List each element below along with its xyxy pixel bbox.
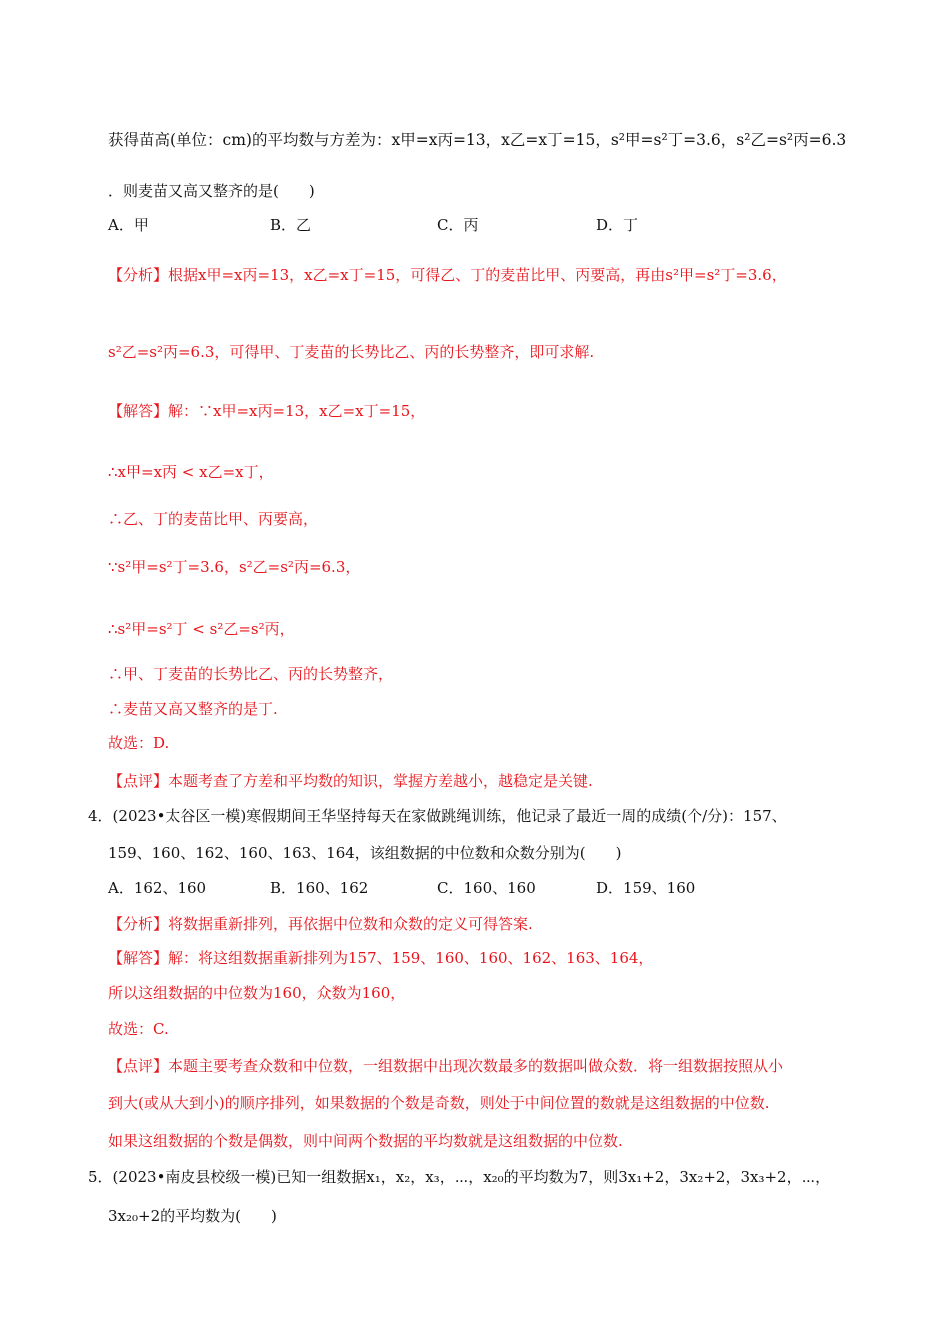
q5-stem-line1: 5．(2023•南皮县校级一模)已知一组数据x₁，x₂，x₃，⋯，x₂₀的平均数为7，则3x₁+2，3x₂+2，3x₃+2，⋯， bbox=[88, 1168, 831, 1186]
q4-comment-line1 bbox=[108, 1056, 783, 1076]
q3-analysis-line1 bbox=[108, 265, 787, 285]
q3-solution-line2: ∴x甲=x丙 < x乙=x丁， bbox=[108, 463, 274, 481]
q4-option-c: C．160、160 bbox=[437, 879, 536, 897]
q4-options bbox=[108, 878, 868, 900]
solution-tag: 【解答】 bbox=[108, 949, 169, 967]
q4-choice: 故选：C. bbox=[108, 1020, 169, 1038]
analysis-tag: 【分析】 bbox=[108, 266, 169, 284]
analysis-tag: 【分析】 bbox=[108, 915, 169, 933]
q3-stem-line2: ．则麦苗又高又整齐的是( ) bbox=[108, 182, 315, 200]
q4-analysis bbox=[108, 914, 533, 934]
q3-solution-line4: ∵s²甲=s²丁=3.6，s²乙=s²丙=6.3， bbox=[108, 558, 361, 576]
solution-text: 解：将这组数据重新排列为157、159、160、160、162、163、164， bbox=[168, 949, 654, 967]
q3-solution-line1 bbox=[108, 401, 425, 421]
q4-comment-line2: 到大(或从大到小)的顺序排列，如果数据的个数是奇数，则处于中间位置的数就是这组数据的中位数. bbox=[108, 1094, 770, 1112]
comment-tag: 【点评】 bbox=[108, 772, 169, 790]
q3-choice: 故选：D. bbox=[108, 734, 170, 752]
q3-solution-line6: ∴甲、丁麦苗的长势比乙、丙的长势整齐， bbox=[108, 665, 394, 683]
q4-option-d: D．159、160 bbox=[596, 879, 696, 897]
q3-option-b: B．乙 bbox=[270, 216, 312, 234]
q4-stem-line2: 159、160、162、160、163、164，该组数据的中位数和众数分别为( ) bbox=[108, 844, 622, 862]
q3-option-d: D．丁 bbox=[596, 216, 639, 234]
q3-analysis-line2: s²乙=s²丙=6.3，可得甲、丁麦苗的长势比乙、丙的长势整齐，即可求解. bbox=[108, 343, 595, 361]
q3-option-c: C．丙 bbox=[437, 216, 479, 234]
solution-tag: 【解答】 bbox=[108, 402, 169, 420]
comment-tag: 【点评】 bbox=[108, 1057, 169, 1075]
q3-comment bbox=[108, 771, 593, 791]
q3-stem-line1: 获得苗高(单位：cm)的平均数与方差为：x甲=x丙=13，x乙=x丁=15，s²甲=s²丁=3.6，s²乙=s²丙=6.3 bbox=[108, 131, 847, 149]
q3-solution-line7: ∴麦苗又高又整齐的是丁. bbox=[108, 700, 278, 718]
q3-solution-line5: ∴s²甲=s²丁 < s²乙=s²丙， bbox=[108, 620, 295, 638]
q5-stem-line2: 3x₂₀+2的平均数为( ) bbox=[108, 1207, 277, 1225]
analysis-text: 将数据重新排列，再依据中位数和众数的定义可得答案. bbox=[168, 915, 533, 933]
q4-stem-line1: 4．(2023•太谷区一模)寒假期间王华坚持每天在家做跳绳训练，他记录了最近一周的成绩(个/分)：157、 bbox=[88, 807, 787, 825]
q4-solution-line2: 所以这组数据的中位数为160，众数为160， bbox=[108, 984, 406, 1002]
q4-option-a: A．162、160 bbox=[108, 879, 207, 897]
q4-solution-line1 bbox=[108, 948, 653, 968]
solution-text: 解：∵x甲=x丙=13，x乙=x丁=15， bbox=[168, 402, 426, 420]
comment-text: 本题考查了方差和平均数的知识，掌握方差越小，越稳定是关键. bbox=[168, 772, 593, 790]
q4-option-b: B．160、162 bbox=[270, 879, 369, 897]
q3-solution-line3: ∴乙、丁的麦苗比甲、丙要高， bbox=[108, 510, 319, 528]
analysis-text: 根据x甲=x丙=13，x乙=x丁=15，可得乙、丁的麦苗比甲、丙要高，再由s²甲=s²丁=3.6， bbox=[168, 266, 787, 284]
q4-comment-line3: 如果这组数据的个数是偶数，则中间两个数据的平均数就是这组数据的中位数. bbox=[108, 1132, 623, 1150]
comment-text: 本题主要考查众数和中位数，一组数据中出现次数最多的数据叫做众数．将一组数据按照从小 bbox=[168, 1057, 784, 1075]
q3-options bbox=[108, 215, 868, 237]
q3-option-a: A．甲 bbox=[108, 216, 149, 234]
